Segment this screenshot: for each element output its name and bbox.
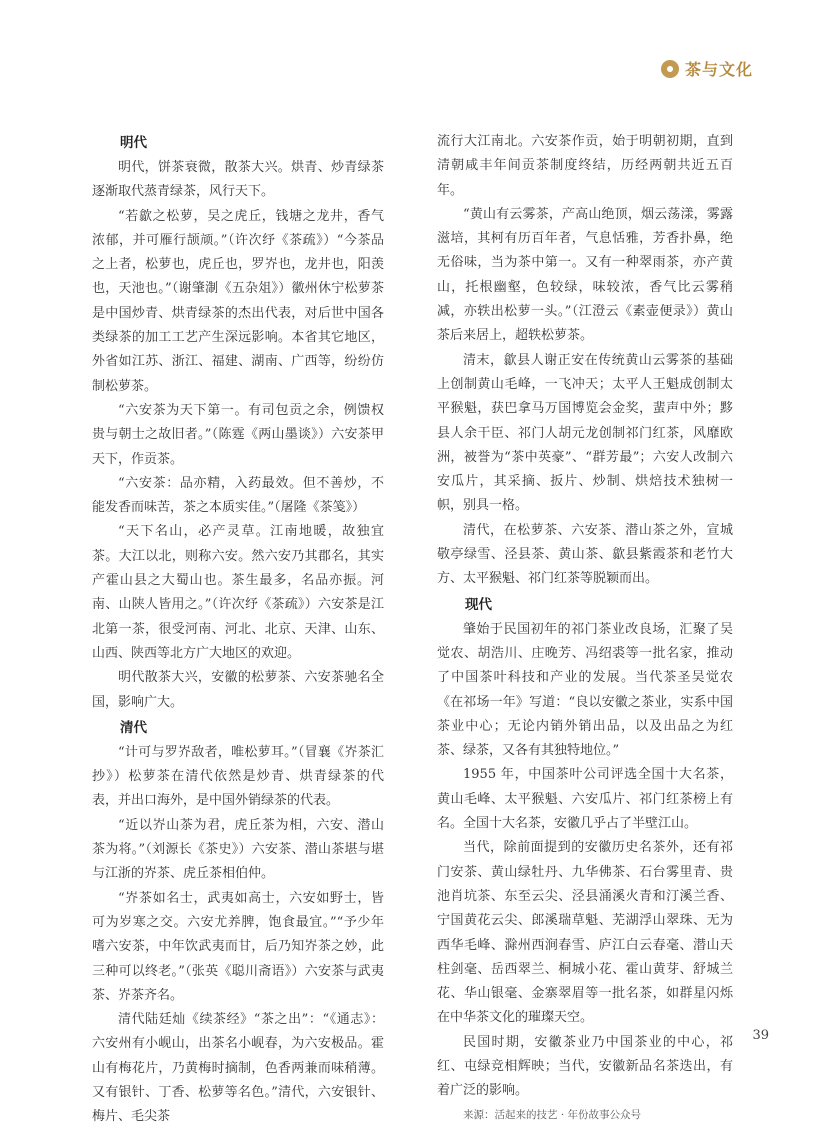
paragraph: “岕茶如名士，武夷如高士，六安如野士，皆可为岁寒之交。六安尤养脾，饱食最宜。”“予少年嗜六安茶，中年饮武夷而甘，后乃知岕茶之妙，此三种可以终老。”（张英《聪川斋语》）六安茶与武夷茶、岕茶齐名。 [92,890,384,1003]
paragraph: “计可与罗岕敌者，唯松萝耳。”（冒襄《岕茶汇抄》）松萝茶在清代依然是炒青、烘青绿茶的代表，并出口海外，是中国外销绿茶的代表。 [92,744,384,809]
paragraph: 明代散茶大兴，安徽的松萝茶、六安茶驰名全国，影响广大。 [92,670,384,710]
circle-bullet-icon [661,60,679,78]
paragraph: “近以岕山茶为君，虎丘茶为相，六安、潜山茶为将。”（刘源长《茶史》）六安茶、潜山茶堪与堪与江浙的岕茶、虎丘茶相伯仲。 [92,817,384,882]
paragraph: “若歙之松萝，吴之虎丘，钱塘之龙井，香气浓郁，并可雁行颉颃。”（许次纾《茶疏》）“今茶品之上者，松萝也，虎丘也，罗岕也，龙井也，阳羡也，天池也。”（谢肇淛《五杂俎》）徽州休宁松萝茶是中国炒青、烘青绿茶的杰出代表，对后世中国各类绿茶的加工工艺产生深远影响。本省其它地区，外省如江苏、浙江、福建、湖南、广西等，纷纷仿制松萝茶。 [92,208,384,394]
section-title: 茶与文化 [684,60,753,79]
paragraph: “黄山有云雾茶，产高山绝顶，烟云荡漾，雾露滋培，其柯有历百年者，气息恬雅，芳香扑鼻，绝无俗味，当为茶中第一。又有一种翠雨茶，亦产黄山，托根幽壑，色较绿，味较浓，香气比云雾稍减，亦轶出松萝一头。”（江澄云《素壶便录》）黄山茶后来居上，超轶松萝茶。 [437,206,733,344]
source-note: 来源：活起来的技艺 · 年份故事公众号 [463,1108,642,1121]
paragraph: “天下名山，必产灵草。江南地暖，故独宜茶。大江以北，则称六安。然六安乃其郡名，其实产霍山县之大蜀山也。茶生最多，名品亦振。河南、山陕人皆用之。”（许次纾《茶疏》）六安茶是江北第一茶，很受河南、河北、北京、天津、山东、山西、陕西等北方广大地区的欢迎。 [92,524,384,661]
paragraph: 流行大江南北。六安茶作贡，始于明朝初期，直到清朝咸丰年间贡茶制度终结，历经两朝共近五百年。 [437,134,733,198]
paragraph: 民国时期，安徽茶业乃中国茶业的中心，祁红、屯绿竞相辉映；当代，安徽新品名茶迭出，有着广泛的影响。 [437,1034,733,1099]
paragraph: 1955 年，中国茶叶公司评选全国十大名茶，黄山毛峰、太平猴魁、六安瓜片、祁门红茶榜上有名。全国十大名茶，安徽几乎占了半壁江山。 [437,767,733,832]
paragraph: 当代，除前面提到的安徽历史名茶外，还有祁门安茶、黄山绿牡丹、九华佛茶、石台雾里青、贵池肖坑茶、东至云尖、泾县涌溪火青和汀溪兰香、宁国黄花云尖、郎溪瑞草魁、芜湖浮山翠珠、无为西华毛峰、滁州西涧春雪、庐江白云春毫、潜山天柱剑毫、岳西翠兰、桐城小花、霍山黄芽、舒城兰花、华山银毫、金寨翠眉等一批名茶，如群星闪烁在中华茶文化的璀璨天空。 [437,840,733,1026]
right-column [437,130,733,1124]
paragraph: 清代，在松萝茶、六安茶、潜山茶之外，宣城敬亭绿雪、泾县茶、黄山茶、歙县紫霞茶和老竹大方、太平猴魁、祁门红茶等脱颖而出。 [437,522,733,587]
left-column [92,130,384,1130]
section-heading: 清代 [120,719,147,736]
paragraph: 明代，饼茶衰微，散茶大兴。烘青、炒青绿茶逐渐取代蒸青绿茶，风行天下。 [92,160,384,200]
section-heading: 现代 [465,596,492,613]
paragraph: 清末，歙县人谢正安在传统黄山云雾茶的基础上创制黄山毛峰，一飞冲天；太平人王魁成创制太平猴魁，获巴拿马万国博览会金奖，蜚声中外；黟县人余干臣、祁门人胡元龙创制祁门红茶，风靡欧洲，被誉为“茶中英豪”、“群芳最”；六安人改制六安瓜片，其采摘、扳片、炒制、烘焙技术独树一帜，别具一格。 [437,352,733,514]
section-header [661,57,753,80]
paragraph: “六安茶：品亦精，入药最效。但不善炒，不能发香而味苦，茶之本质实佳。”（屠隆《茶笺》） [92,475,384,516]
paragraph: 清代陆廷灿《续茶经》“茶之出”：“《通志》：六安州有小岘山，出茶名小岘春，为六安极品。霍山有梅花片，乃黄梅时摘制，色香两兼而味稍薄。又有银针、丁香、松萝等名色。”清代，六安银针、梅片、毛尖茶 [92,1012,384,1125]
section-heading: 明代 [120,135,147,151]
paragraph: 肇始于民国初年的祁门茶业改良场，汇聚了吴觉农、胡浩川、庄晚芳、冯绍裘等一批名家，推动了中国茶叶科技和产业的发展。当代茶圣吴觉农《在祁场一年》写道：“良以安徽之茶业，实系中国茶业中心；无论内销外销出品，以及出品之为红茶、绿茶，又各有其独特地位。” [437,621,733,759]
page-number: 39 [752,1028,769,1043]
paragraph: “六安茶为天下第一。有司包贡之余，例馈权贵与朝士之故旧者。”（陈霆《两山墨谈》）六安茶甲天下，作贡茶。 [92,402,384,467]
